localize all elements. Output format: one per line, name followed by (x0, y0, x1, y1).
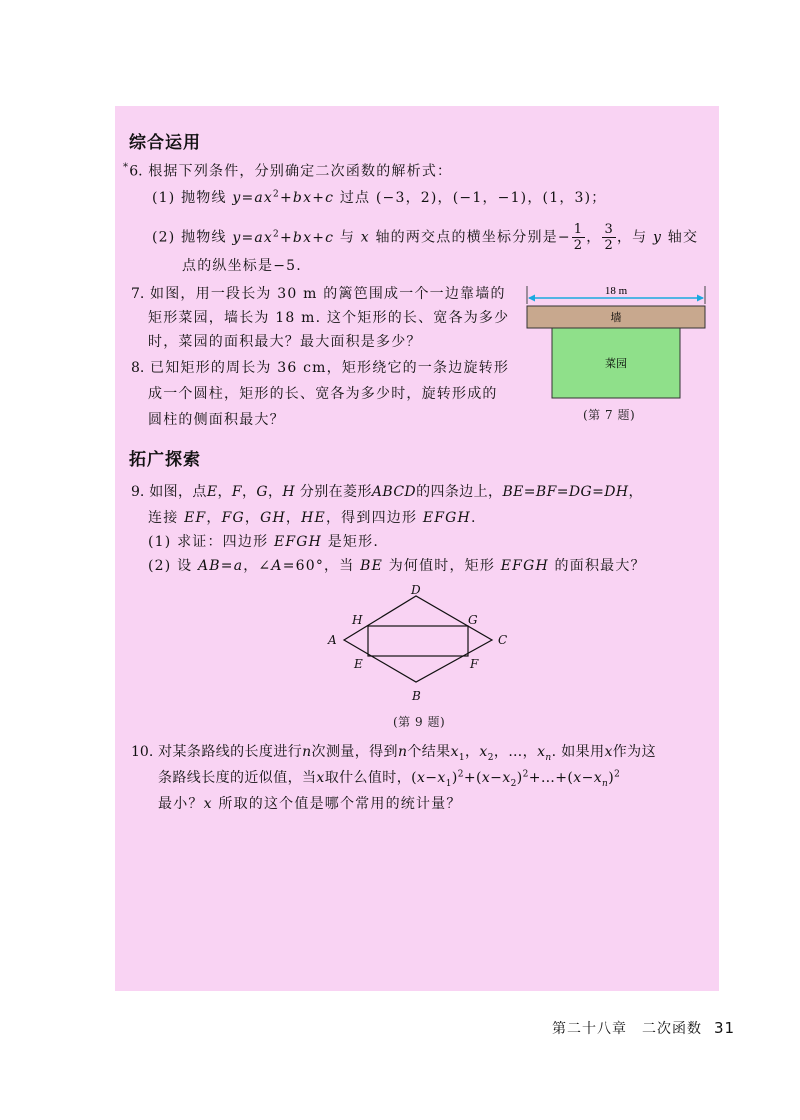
question-text: ，得到四边形 (325, 510, 418, 526)
question-text: 对某条路线的长度进行 (158, 744, 303, 760)
question-8-line-1 (131, 358, 509, 378)
page-footer (552, 1018, 735, 1038)
question-text: 所取的这个值是哪个常用的统计量？ (218, 796, 462, 812)
part-text: 与 (339, 229, 356, 246)
part-text: ，与 (616, 229, 648, 246)
arrowhead-right-icon (697, 295, 704, 302)
question-number: 6. (129, 163, 143, 180)
part-label: (1) 求证：四边形 (148, 534, 269, 550)
wall-label: 墙 (610, 311, 622, 324)
question-text: 分别在菱形 (299, 484, 372, 500)
label-c: C (498, 633, 508, 647)
part-label: (2) 设 (148, 558, 193, 574)
question-text: 条路线长度的近似值，当 (158, 770, 317, 786)
question-number: 7. (131, 286, 145, 302)
part-text: 是矩形. (327, 534, 379, 550)
question-9-line-1: 9. 如图，点E，F，G，H 分别在菱形ABCD的四条边上，BE=BF=DG=DH， (131, 484, 643, 500)
question-8-line-2: 成一个圆柱，矩形的长、宽各为多少时，旋转形成的 (148, 386, 498, 402)
question-10-line-3: 最小？x 所取的这个值是哪个常用的统计量？ (158, 796, 462, 812)
question-6-part-2: (2) 抛物线 $y=ax^2+bx+c$ 与 x 轴的两交点的横坐标分别是− $\frac{1}{2}$ ， $\frac{3}{2}$ ，与 y 轴交 (152, 222, 699, 253)
chapter-title: 第二十八章 二次函数 (552, 1021, 702, 1037)
question-text: 已知矩形的周长为 36 cm，矩形绕它的一条边旋转形 (150, 360, 510, 376)
fraction-three-halves: $\frac{3}{2}$ (604, 222, 614, 253)
question-number: 9. (131, 484, 145, 500)
question-6-part-2-continued: 点的纵坐标是−5. (182, 258, 302, 274)
question-text: . 如果用 (551, 744, 605, 760)
question-text: 作为这 (612, 744, 656, 760)
part-text: 过点 (−3，2)，(−1，−1)，(1，3)； (339, 190, 607, 206)
question-text: 如图，点 (149, 484, 207, 500)
rectangle-efgh (368, 626, 468, 656)
question-text: 如图，用一段长为 30 m 的篱笆围成一个一边靠墙的 (150, 286, 506, 302)
label-h: H (352, 613, 363, 627)
starred-mark: * (123, 162, 130, 173)
question-number: 8. (131, 360, 145, 376)
part-label: (1) 抛物线 (152, 190, 227, 206)
figure-9-rhombus-diagram (320, 582, 520, 708)
question-9-part-2: (2) 设 AB=a，∠A=60°，当 BE 为何值时，矩形 EFGH 的面积最大？ (148, 558, 646, 574)
question-10-line-1: 10. 对某条路线的长度进行n次测量，得到n个结果$x_1$，$x_2$，…，$x_n$. 如果用x作为这 (131, 744, 656, 763)
part-text: 轴的两交点的横坐标分别是 (375, 229, 558, 246)
figure-7-caption: (第 7 题) (583, 408, 636, 422)
label-b: B (412, 689, 421, 703)
garden-label: 菜园 (605, 357, 627, 370)
label-f: F (470, 657, 479, 671)
question-text: 最小？ (158, 796, 204, 812)
question-9-part-1: (1) 求证：四边形 EFGH 是矩形. (148, 534, 379, 550)
section-title-comprehensive: 综合运用 (129, 133, 201, 153)
question-number: 10. (131, 744, 154, 760)
part-text: 轴交 (667, 229, 699, 246)
question-10-line-2: 条路线长度的近似值，当x取什么值时，$(x-x_1)^2+(x-x_2)^2+\dots+(x-x_n)^2$ (158, 769, 621, 789)
figure-7-garden-diagram (520, 282, 710, 400)
question-text: 连接 (148, 510, 179, 526)
question-7-line-3: 时，菜园的面积最大？最大面积是多少？ (148, 334, 422, 350)
label-d: D (411, 583, 421, 597)
formula: $y=ax^2+bx+c$ (232, 228, 335, 246)
label-e: E (354, 657, 363, 671)
question-text: 次测量，得到 (311, 744, 398, 760)
question-text: 根据下列条件，分别确定二次函数的解析式： (148, 163, 453, 180)
width-label: 18 m (604, 285, 628, 297)
formula: $y=ax^2+bx+c$ (232, 189, 335, 206)
question-text: 的四条边上， (416, 484, 503, 500)
figure-9-caption: (第 9 题) (393, 715, 446, 729)
question-9-line-2: 连接 EF，FG，GH，HE，得到四边形 EFGH. (148, 510, 477, 526)
part-text: 的面积最大？ (554, 558, 646, 574)
question-6-part-1 (152, 188, 606, 208)
question-text: 个结果 (407, 744, 451, 760)
label-a: A (328, 633, 337, 647)
label-g: G (468, 613, 478, 627)
question-7-line-1 (131, 284, 506, 304)
part-text: 为何值时，矩形 (388, 558, 496, 574)
fraction-neg-half: $\frac{1}{2}$ (573, 222, 584, 253)
page-number: 31 (714, 1019, 736, 1037)
arrowhead-left-icon (528, 295, 535, 302)
part-text: ，当 (324, 558, 355, 574)
question-8-line-3: 圆柱的侧面积最大？ (148, 412, 285, 428)
part-label: (2) 抛物线 (152, 229, 227, 246)
section-title-explore: 拓广探索 (129, 450, 201, 470)
question-text: 取什么值时， (324, 770, 412, 786)
question-7-line-2: 矩形菜园，墙长为 18 m. 这个矩形的长、宽各为多少 (148, 310, 510, 326)
question-6-stem (123, 158, 452, 182)
